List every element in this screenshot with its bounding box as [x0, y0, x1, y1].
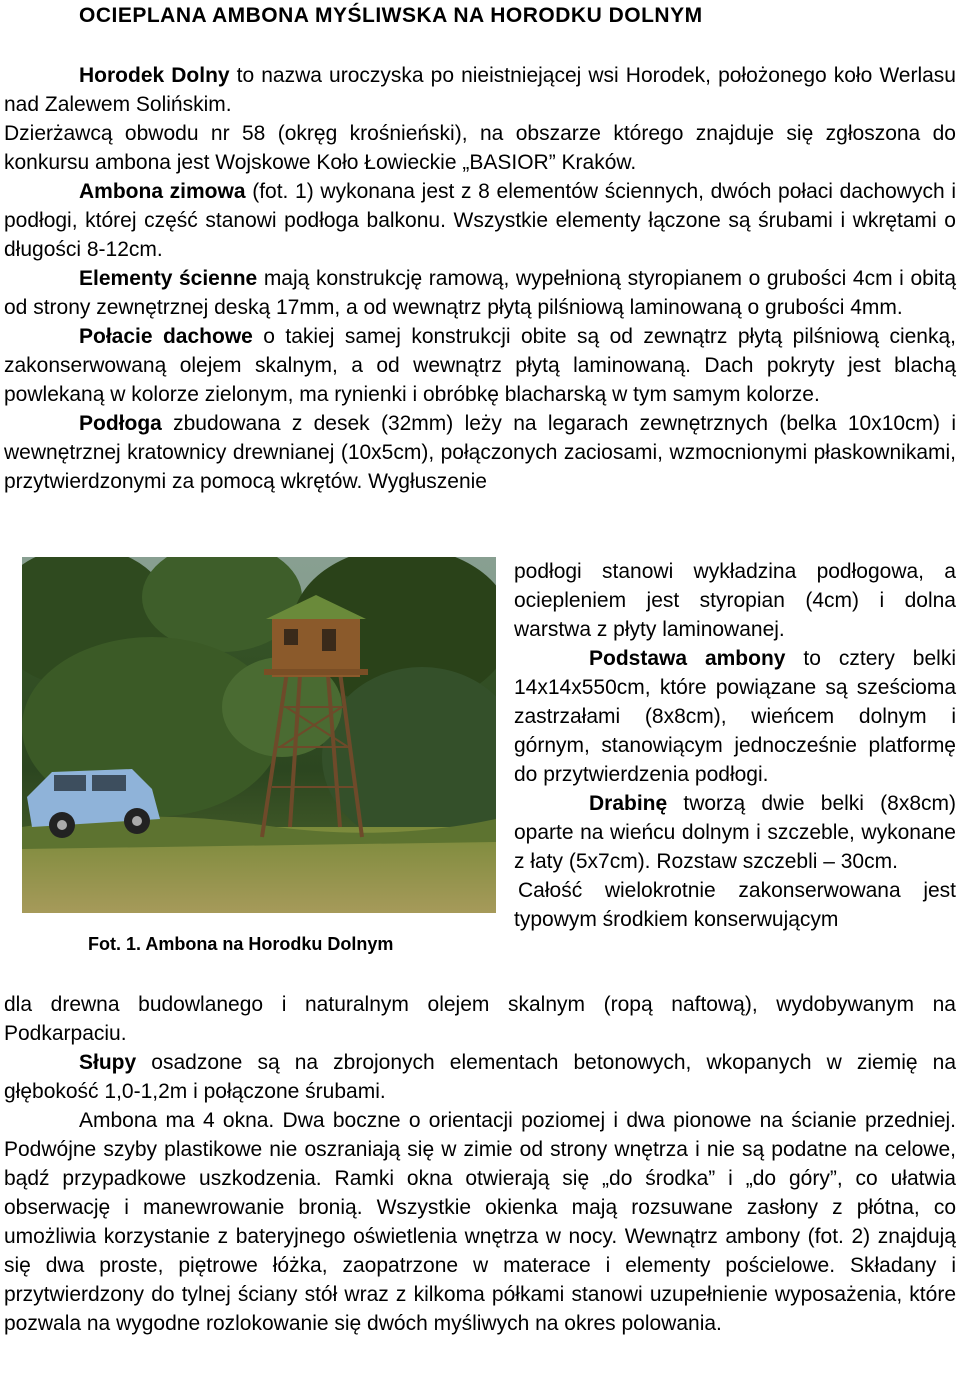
paragraph-ambona-zimowa: Ambona zimowa (fot. 1) wykonana jest z 8 elementów ściennych, dwóch połaci dachowych i podłogi, której część stanowi podłoga balkonu. Wszystkie elementy łączone są śrubami i wkrętami o długości 8-12cm. — [4, 180, 956, 261]
intro-text — [4, 61, 956, 496]
closing-text — [4, 990, 956, 1338]
paragraph-calosc-end: dla drewna budowlanego i naturalnym olejem skalnym (ropą naftową), wydobywanym na Podkarpaciu. — [4, 993, 956, 1045]
paragraph-elementy-scienne: Elementy ścienne mają konstrukcję ramową, wypełnioną styropianem o grubości 4cm i obitą od strony zewnętrznej deską 17mm, a od wewnątrz płytą pilśniową laminowaną o grubości 4mm. — [4, 267, 956, 319]
photo-ambona — [22, 557, 496, 913]
paragraph-podstawa: Podstawa ambony to cztery belki 14x14x550cm, które powiązane są sześcioma zastrzałami (8x8cm), wieńcem dolnym i górnym, stanowiącym jednocześnie platformę do przytwierdzenia podłogi. — [514, 647, 956, 786]
photo-caption: Fot. 1. Ambona na Horodku Dolnym — [88, 934, 394, 954]
paragraph-dzierzawca: Dzierżawcą obwodu nr 58 (okręg krośnieński), na obszarze którego znajduje się zgłoszona do konkursu ambona jest Wojskowe Koło Łowieckie „BASIOR” Kraków. — [4, 122, 956, 174]
right-column-text — [514, 557, 956, 934]
paragraph-calosc-start: Całość wielokrotnie zakonserwowana jest typowym środkiem konserwującym — [514, 879, 956, 931]
hunting-stand-photo — [22, 557, 496, 913]
paragraph-horodek: Horodek Dolny to nazwa uroczyska po nieistniejącej wsi Horodek, położonego koło Werlasu nad Zalewem Solińskim. — [4, 64, 956, 116]
paragraph-okna: Ambona ma 4 okna. Dwa boczne o orientacji poziomej i dwa pionowe na ścianie przedniej. Podwójne szyby plastikowe nie oszraniają się w zimie od strony wnętrza i nie są podatne na celowe, bądź przypadkowe uszkodzenia. Ramki okna otwierają się „do środka” i „do góry”, co ułatwia obserwację i manewrowanie bronią. Wszystkie okienka mają rozsuwane zasłony z płótna, co umożliwia korzystanie z bateryjnego oświetlenia wnętrza w nocy. Wewnątrz ambony (fot. 2) znajdują się dwa proste, piętrowe łóżka, zaopatrzone w materace i elementy pościelowe. Składany i przytwierdzony do tylnej ściany stół wraz z kilkoma półkami stanowi uzupełnienie wyposażenia, które pozwala na wygodne rozlokowanie się dwóch myśliwych na okres polowania. — [4, 1109, 956, 1335]
paragraph-podloga-cont: podłogi stanowi wykładzina podłogowa, a ociepleniem jest styropian (4cm) i dolna warstwa z płyty laminowanej. — [514, 560, 956, 641]
paragraph-polacie-dachowe: Połacie dachowe o takiej samej konstrukcji obite są od zewnątrz płytą pilśniową cienką, zakonserwowaną olejem skalnym, a od wewnątrz płytą laminowaną. Dach pokryty jest blachą powlekaną w kolorze zielonym, ma rynienki i obróbkę blacharską w tym samym kolorze. — [4, 325, 956, 406]
paragraph-podloga: Podłoga zbudowana z desek (32mm) leży na legarach zewnętrznych (belka 10x10cm) i wewnętrznej kratownicy drewnianej (10x5cm), połączonych zaciosami, wzmocnionymi płaskownikami, przytwierdzonymi za pomocą wkrętów. Wygłuszenie — [4, 412, 956, 493]
page-title: OCIEPLANA AMBONA MYŚLIWSKA NA HORODKU DOLNYM — [79, 4, 703, 27]
paragraph-slupy: Słupy osadzone są na zbrojonych elementach betonowych, wkopanych w ziemię na głębokość 1,0-1,2m i połączone śrubami. — [4, 1051, 956, 1103]
paragraph-drabina: Drabinę tworzą dwie belki (8x8cm) oparte na wieńcu dolnym i szczeble, wykonane z łaty (5x7cm). Rozstaw szczebli – 30cm. — [514, 792, 956, 873]
